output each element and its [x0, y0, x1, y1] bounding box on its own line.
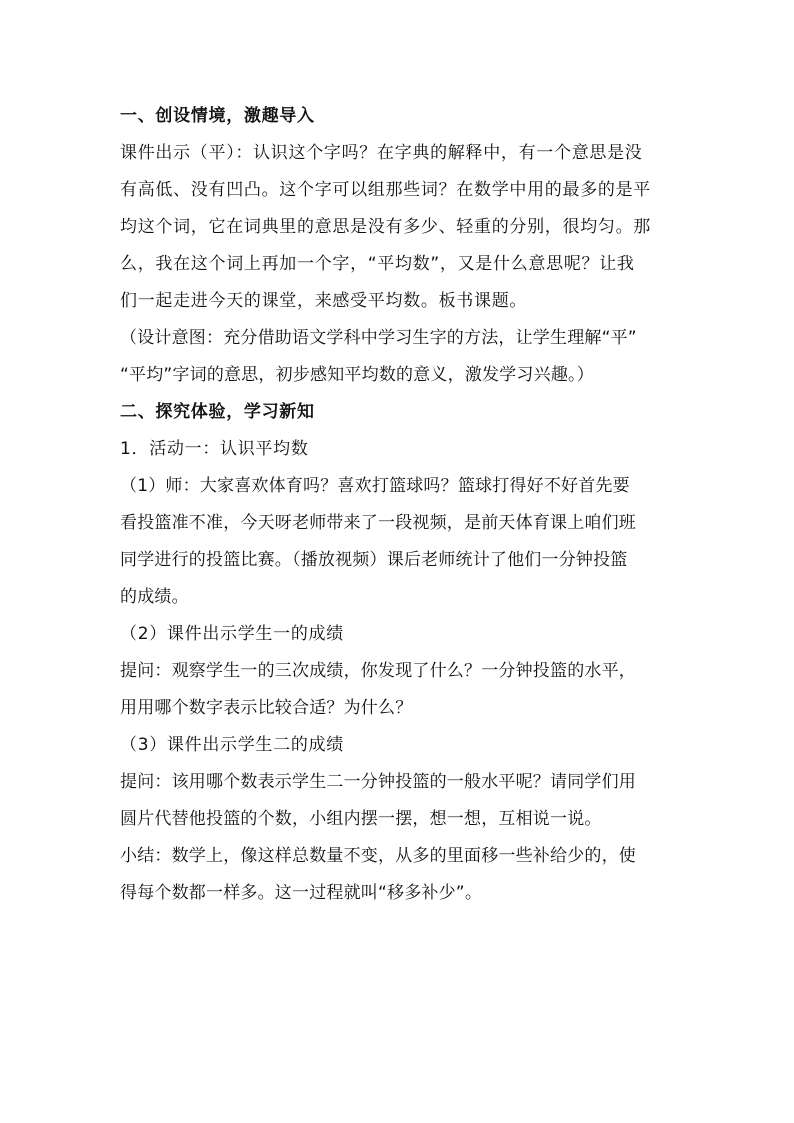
- paragraph-line: 的成绩。: [120, 587, 189, 607]
- paragraph-line: 们一起走进今天的课堂，来感受平均数。板书课题。: [120, 291, 528, 311]
- step1-paragraph: [120, 468, 680, 616]
- section1-paragraph: [120, 135, 680, 320]
- design-note-line: （设计意图：充分借助语文学科中学习生字的方法，让学生理解“平”: [120, 328, 637, 348]
- paragraph-line: 得每个数都一样多。这一过程就叫“移多补少”。: [120, 883, 483, 903]
- paragraph-line: 提问：该用哪个数表示学生二一分钟投篮的一般水平呢？请同学们用: [120, 772, 636, 792]
- paragraph-line: （1）师：大家喜欢体育吗？喜欢打篮球吗？篮球打得好不好首先要: [120, 476, 630, 496]
- design-note: [120, 320, 680, 394]
- paragraph-line: 么，我在这个词上再加一个字，“平均数”，又是什么意思呢？让我: [120, 254, 635, 274]
- paragraph-line: 小结：数学上，像这样总数量不变，从多的里面移一些补给少的，使: [120, 846, 636, 866]
- activity-title: 1．活动一：认识平均数: [120, 439, 309, 459]
- paragraph-line: 同学进行的投篮比赛。（播放视频）课后老师统计了他们一分钟投篮: [120, 550, 628, 570]
- section1-heading: 一、创设情境，激趣导入: [120, 106, 315, 126]
- document-page: [120, 98, 680, 912]
- paragraph-line: 有高低、没有凹凸。这个字可以组那些词？在数学中用的最多的是平: [120, 180, 651, 200]
- paragraph-line: 课件出示（平）：认识这个字吗？在字典的解释中，有一个意思是没: [120, 143, 643, 163]
- step3-question: [120, 764, 680, 838]
- section2-heading: 二、探究体验，学习新知: [120, 402, 315, 422]
- summary: [120, 838, 680, 912]
- paragraph-line: 用用哪个数字表示比较合适？为什么？: [120, 698, 413, 718]
- paragraph-line: 看投篮准不准，今天呀老师带来了一段视频，是前天体育课上咱们班: [120, 513, 636, 533]
- step2-title: （2）课件出示学生一的成绩: [120, 624, 344, 644]
- step3-title: （3）课件出示学生二的成绩: [120, 735, 344, 755]
- design-note-line: “平均”字词的意思，初步感知平均数的意义，激发学习兴趣。）: [120, 365, 594, 385]
- paragraph-line: 均这个词，它在词典里的意思是没有多少、轻重的分别，很均匀。那: [120, 217, 651, 237]
- step2-question: [120, 653, 680, 727]
- paragraph-line: 提问：观察学生一的三次成绩，你发现了什么？一分钟投篮的水平，: [120, 661, 636, 681]
- paragraph-line: 圆片代替他投篮的个数，小组内摆一摆，想一想，互相说一说。: [120, 809, 602, 829]
